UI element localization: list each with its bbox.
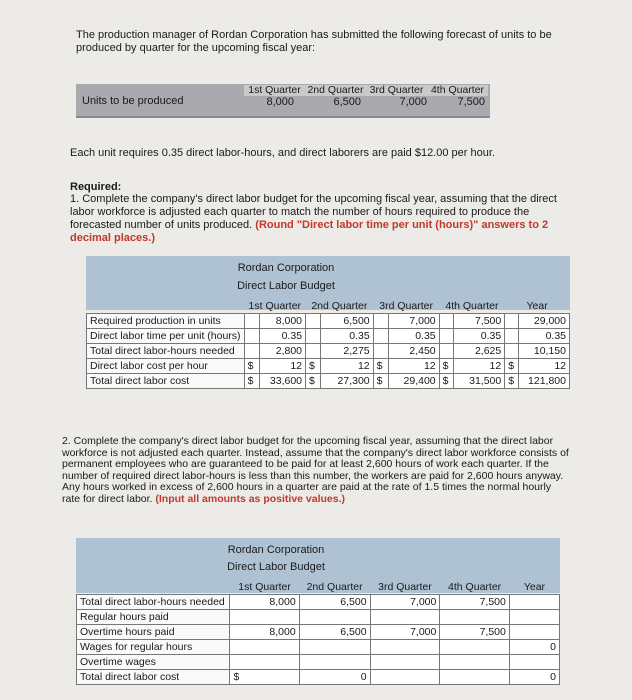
forecast-value-2: 6,500 — [333, 96, 361, 108]
table1-title: Direct Labor Budget — [237, 280, 335, 292]
t1-input-cell[interactable]: 8,000 — [259, 314, 305, 329]
t2-col-4: 4th Quarter — [448, 581, 502, 593]
t2-input-cell[interactable] — [370, 655, 440, 670]
t2-input-cell[interactable] — [509, 610, 559, 625]
t2-col-5: Year — [523, 581, 546, 593]
t1-row-label: Total direct labor cost — [87, 374, 245, 389]
t1-spacer — [505, 329, 519, 344]
t1-input-cell[interactable]: 31,500 — [454, 374, 505, 389]
t2-input-cell[interactable] — [440, 670, 510, 685]
t2-input-cell[interactable]: 6,500 — [299, 625, 370, 640]
table1 — [86, 299, 570, 389]
t1-input-cell[interactable]: 12 — [519, 359, 570, 374]
t1-input-cell[interactable]: 12 — [259, 359, 305, 374]
t1-input-cell[interactable]: 0.35 — [259, 329, 305, 344]
t2-col-1: 1st Quarter — [238, 581, 291, 593]
t1-input-cell[interactable]: 0.35 — [454, 329, 505, 344]
t1-dollar-sign: $ — [373, 374, 388, 389]
t2-input-cell[interactable]: 7,000 — [370, 595, 440, 610]
t2-row-label: Overtime wages — [77, 655, 230, 670]
t2-row-label: Total direct labor-hours needed — [77, 595, 230, 610]
req2-text: 2. Complete the company's direct labor budget for the upcoming fiscal year, assuming that the direct labor workforce is not adjusted each quarter. Instead, assume that the company's direct labor workforce consists of permanent employees who are guaranteed to be paid for at least 2,600 hours of work each quarter. If the number of required direct labor-hours is less than this number, the workers are paid for 2,600 hours anyway. Any hours worked in excess of 2,600 hours in a quarter are paid at the rate of 1.5 times the normal hourly rate for direct labor. — [62, 435, 569, 505]
forecast-row-label: Units to be produced — [82, 95, 184, 107]
t1-dollar-sign: $ — [505, 374, 519, 389]
t2-row — [77, 595, 560, 610]
table1-company: Rordan Corporation — [237, 262, 335, 274]
t1-spacer — [244, 314, 259, 329]
t2-input-cell[interactable] — [230, 655, 299, 670]
table2-title: Direct Labor Budget — [227, 561, 325, 573]
t1-input-cell[interactable]: 0.35 — [321, 329, 373, 344]
requirement-2 — [62, 436, 570, 505]
t1-dollar-sign: $ — [306, 374, 321, 389]
t1-row — [87, 359, 570, 374]
t2-input-cell[interactable]: 8,000 — [230, 595, 299, 610]
t1-input-cell[interactable]: 12 — [321, 359, 373, 374]
t1-row-label: Direct labor cost per hour — [87, 359, 245, 374]
t2-input-cell[interactable]: 0 — [509, 670, 559, 685]
t2-input-cell[interactable] — [299, 610, 370, 625]
t1-input-cell[interactable]: 7,500 — [454, 314, 505, 329]
requirement-1 — [70, 193, 570, 245]
t1-dollar-sign: $ — [306, 359, 321, 374]
t2-input-cell[interactable]: 8,000 — [230, 625, 299, 640]
t2-input-cell[interactable] — [230, 610, 299, 625]
t2-row — [77, 625, 560, 640]
t1-spacer — [505, 344, 519, 359]
t1-spacer — [244, 344, 259, 359]
t1-input-cell[interactable]: 121,800 — [519, 374, 570, 389]
t2-input-cell[interactable] — [509, 625, 559, 640]
t2-input-cell[interactable]: 7,500 — [440, 595, 510, 610]
t1-input-cell[interactable]: 2,800 — [259, 344, 305, 359]
t1-row — [87, 344, 570, 359]
t1-row — [87, 374, 570, 389]
forecast-quarter-1: 1st Quarter — [248, 84, 301, 96]
t2-input-cell[interactable]: 7,500 — [440, 625, 510, 640]
t1-row — [87, 329, 570, 344]
t2-input-cell[interactable] — [440, 640, 510, 655]
t1-input-cell[interactable]: 2,625 — [454, 344, 505, 359]
t2-input-cell[interactable] — [370, 640, 440, 655]
required-heading: Required: — [70, 181, 122, 193]
t2-input-cell[interactable]: 0 — [509, 640, 559, 655]
t1-spacer — [306, 314, 321, 329]
t2-input-cell[interactable] — [509, 595, 559, 610]
t1-col-4: 4th Quarter — [445, 300, 499, 312]
t2-input-cell[interactable] — [299, 655, 370, 670]
t2-dollar-sign: $ — [230, 670, 299, 685]
forecast-divider — [76, 116, 490, 118]
t1-dollar-sign: $ — [244, 359, 259, 374]
t2-input-cell[interactable] — [299, 640, 370, 655]
t1-row-label: Direct labor time per unit (hours) — [87, 329, 245, 344]
t1-input-cell[interactable]: 2,450 — [388, 344, 439, 359]
t1-dollar-sign: $ — [244, 374, 259, 389]
t2-input-cell[interactable] — [230, 640, 299, 655]
forecast-value-4: 7,500 — [457, 96, 485, 108]
req1-note: (Round "Direct labor time per unit (hours)" answers to 2 decimal places.) — [70, 219, 549, 244]
t1-input-cell[interactable]: 7,000 — [388, 314, 439, 329]
req1-text: 1. Complete the company's direct labor budget for the upcoming fiscal year, assuming that the direct labor workforce is adjusted each quarter to match the number of hours required to produce the forecasted number of units produced. — [70, 193, 557, 231]
t1-spacer — [439, 329, 454, 344]
t1-input-cell[interactable]: 33,600 — [259, 374, 305, 389]
t1-spacer — [439, 314, 454, 329]
intro-text: The production manager of Rordan Corporation has submitted the following forecast of units to be produced by quarter for the upcoming fiscal year: — [76, 29, 552, 54]
t2-row — [77, 655, 560, 670]
t2-col-3: 3rd Quarter — [378, 581, 432, 593]
t2-input-cell[interactable] — [370, 610, 440, 625]
t1-input-cell[interactable]: 12 — [454, 359, 505, 374]
req2-note: (Input all amounts as positive values.) — [155, 492, 346, 505]
t2-input-cell[interactable] — [440, 655, 510, 670]
forecast-quarter-4: 4th Quarter — [430, 84, 485, 96]
t1-dollar-sign: $ — [505, 359, 519, 374]
t2-row-label: Overtime hours paid — [77, 625, 230, 640]
t2-col-2: 2nd Quarter — [306, 581, 363, 593]
t1-col-1: 1st Quarter — [248, 300, 302, 312]
t1-input-cell[interactable]: 12 — [388, 359, 439, 374]
t1-col-5: Year — [526, 300, 548, 312]
t2-input-cell[interactable] — [370, 670, 440, 685]
t1-dollar-sign: $ — [373, 359, 388, 374]
forecast-table — [76, 84, 490, 116]
t1-spacer — [306, 329, 321, 344]
t1-spacer — [373, 314, 388, 329]
t1-spacer — [244, 329, 259, 344]
table2 — [76, 580, 560, 685]
t1-spacer — [439, 344, 454, 359]
forecast-value-1: 8,000 — [266, 96, 294, 108]
t1-input-cell[interactable]: 0.35 — [519, 329, 570, 344]
t2-input-cell[interactable]: 6,500 — [299, 595, 370, 610]
each-unit-text: Each unit requires 0.35 direct labor-hours, and direct laborers are paid $12.00 per hour. — [70, 147, 495, 159]
t1-spacer — [373, 344, 388, 359]
t1-col-2: 2nd Quarter — [311, 300, 368, 312]
forecast-quarter-2: 2nd Quarter — [307, 84, 364, 96]
t1-row-label: Total direct labor-hours needed — [87, 344, 245, 359]
t1-input-cell[interactable]: 27,300 — [321, 374, 373, 389]
t1-spacer — [505, 314, 519, 329]
t1-input-cell[interactable]: 29,400 — [388, 374, 439, 389]
t1-dollar-sign: $ — [439, 359, 454, 374]
t1-input-cell[interactable]: 0.35 — [388, 329, 439, 344]
table2-company: Rordan Corporation — [227, 544, 325, 556]
forecast-quarter-3: 3rd Quarter — [369, 84, 424, 96]
t2-input-cell[interactable]: 7,000 — [370, 625, 440, 640]
t1-input-cell[interactable]: 29,000 — [519, 314, 570, 329]
t1-spacer — [373, 329, 388, 344]
t2-row — [77, 610, 560, 625]
t1-row-label: Required production in units — [87, 314, 245, 329]
t2-input-cell[interactable] — [440, 610, 510, 625]
t1-dollar-sign: $ — [439, 374, 454, 389]
t1-spacer — [306, 344, 321, 359]
t2-input-cell[interactable] — [509, 655, 559, 670]
t2-row-label: Regular hours paid — [77, 610, 230, 625]
t2-row-label: Total direct labor cost — [77, 670, 230, 685]
t2-row — [77, 670, 560, 685]
t1-input-cell[interactable]: 6,500 — [321, 314, 373, 329]
t1-input-cell[interactable]: 10,150 — [519, 344, 570, 359]
t2-input-cell[interactable]: 0 — [299, 670, 370, 685]
t2-row-label: Wages for regular hours — [77, 640, 230, 655]
t1-row — [87, 314, 570, 329]
forecast-value-3: 7,000 — [399, 96, 427, 108]
t2-row — [77, 640, 560, 655]
t1-input-cell[interactable]: 2,275 — [321, 344, 373, 359]
t1-col-3: 3rd Quarter — [379, 300, 433, 312]
